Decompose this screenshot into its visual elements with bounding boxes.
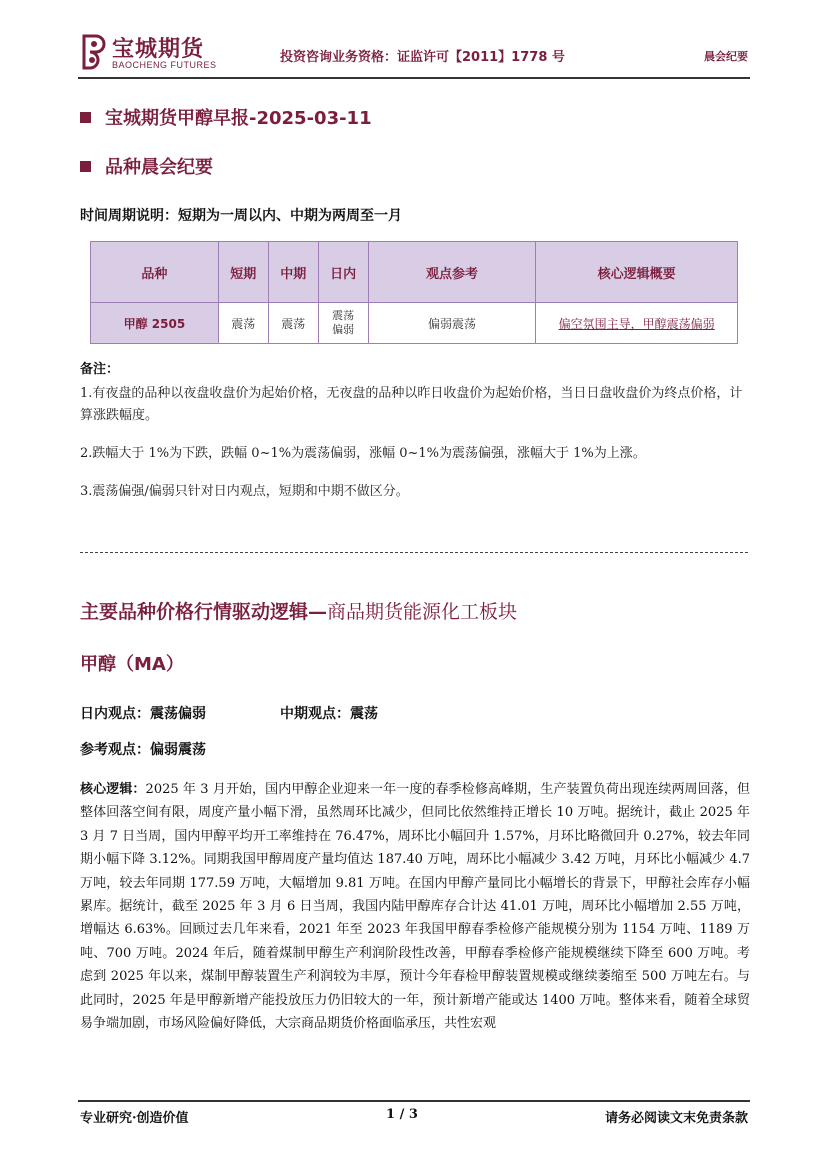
- main-section-title: 主要品种价格行情驱动逻辑—商品期货能源化工板块: [80, 601, 518, 623]
- short-term-cell: 震荡: [218, 303, 268, 344]
- note-item: 1.有夜盘的品种以夜盘收盘价为起始价格，无夜盘的品种以昨日收盘价为起始价格，当日日盘收盘价为终点价格，计算涨跌幅度。: [80, 386, 743, 423]
- column-header: 核心逻辑概要: [536, 242, 738, 303]
- logo-text: 宝城期货: [112, 37, 205, 62]
- column-header: 短期: [218, 242, 268, 303]
- footer-slogan: 专业研究·创造价值: [80, 1111, 189, 1126]
- note-item: 2.跌幅大于 1%为下跌，跌幅 0~1%为震荡偏弱，涨幅 0~1%为震荡偏强，涨幅大于 1%为上涨。: [80, 446, 646, 461]
- mid-term-view: 中期观点：震荡: [280, 706, 378, 722]
- core-logic-label: 核心逻辑：: [80, 782, 146, 797]
- license-info: 投资咨询业务资格：证监许可【2011】1778 号: [280, 50, 565, 65]
- footer-divider: [78, 1100, 750, 1102]
- intraday-cell: 震荡偏弱: [318, 303, 368, 344]
- logo-english-text: BAOCHENG FUTURES: [112, 60, 217, 70]
- core-logic-paragraph: [80, 778, 750, 1035]
- column-header: 中期: [268, 242, 318, 303]
- section-title: 品种晨会纪要: [80, 153, 213, 179]
- footer-disclaimer: 请务必阅读文末免责条款: [604, 1111, 748, 1126]
- table-row: [91, 303, 738, 344]
- header-tag: 晨会纪要: [704, 50, 748, 63]
- logic-link[interactable]: 偏空氛围主导，甲醇震荡偏弱: [536, 303, 738, 344]
- summary-table: [90, 241, 738, 344]
- square-bullet-icon: [80, 161, 91, 172]
- dashed-divider: [80, 552, 748, 553]
- period-note: 时间周期说明：短期为一周以内、中期为两周至一月: [80, 208, 402, 224]
- notes-list: [80, 383, 745, 519]
- mid-term-cell: 震荡: [268, 303, 318, 344]
- note-item: 3.震荡偏强/偏弱只针对日内观点，短期和中期不做区分。: [80, 484, 409, 499]
- reference-view: 参考观点：偏弱震荡: [80, 742, 206, 758]
- report-title: 宝城期货甲醇早报-2025-03-11: [80, 104, 372, 130]
- core-logic-text: 2025 年 3 月开始，国内甲醇企业迎来一年一度的春季检修高峰期，生产装置负荷出现连续两周回落，但整体回落空间有限，周度产量小幅下滑，虽然周环比减少，但同比依然维持正增长 10 万吨。据统计，截止 2025 年 3 月 7 日当周，国内甲醇平均开工率维持在 76.47%，周环比小幅回升 1.57%，月环比略微回升 0.27%，较去年同期小幅下降 3.12%。同期我国甲醇周度产量均值达 187.40 万吨，周环比小幅减少 3.42 万吨，月环比小幅减少 4.7 万吨，较去年同期 177.59 万吨，大幅增加 9.81 万吨。在国内甲醇产量同比小幅增长的背景下，甲醇社会库存小幅累库。据统计，截至 2025 年 3 月 6 日当周，我国内陆甲醇库存合计达 41.01 万吨，周环比小幅增加 2.55 万吨，增幅达 6.63%。回顾过去几年来看，2021 年至 2023 年我国甲醇春季检修产能规模分别为 1154 万吨、1189 万吨、700 万吨。2024 年后，随着煤制甲醇生产利润阶段性改善，甲醇春季检修产能规模继续下降至 600 万吨。考虑到 2025 年以来，煤制甲醇装置生产利润较为丰厚，预计今年春检甲醇装置规模或继续萎缩至 500 万吨左右。与此同时，2025 年是甲醇新增产能投放压力仍旧较大的一年，预计新增产能或达 1400 万吨。整体来看，随着全球贸易争端加剧，市场风险偏好降低，大宗商品期货价格面临承压，共性宏观: [80, 782, 750, 1032]
- page-header: [80, 32, 748, 76]
- baocheng-logo-icon: [80, 34, 108, 70]
- views-line: [80, 703, 378, 723]
- column-header: 品种: [91, 242, 219, 303]
- notes-title: 备注：: [80, 362, 120, 377]
- column-header: 观点参考: [368, 242, 536, 303]
- view-cell: 偏弱震荡: [368, 303, 536, 344]
- variety-cell: 甲醇 2505: [91, 303, 219, 344]
- table-header-row: [91, 242, 738, 303]
- variety-title: 甲醇（MA）: [80, 654, 184, 675]
- page-number: 1 / 3: [386, 1107, 418, 1122]
- intraday-view: 日内观点：震荡偏弱: [80, 706, 206, 722]
- header-divider: [78, 77, 750, 79]
- square-bullet-icon: [80, 112, 91, 123]
- column-header: 日内: [318, 242, 368, 303]
